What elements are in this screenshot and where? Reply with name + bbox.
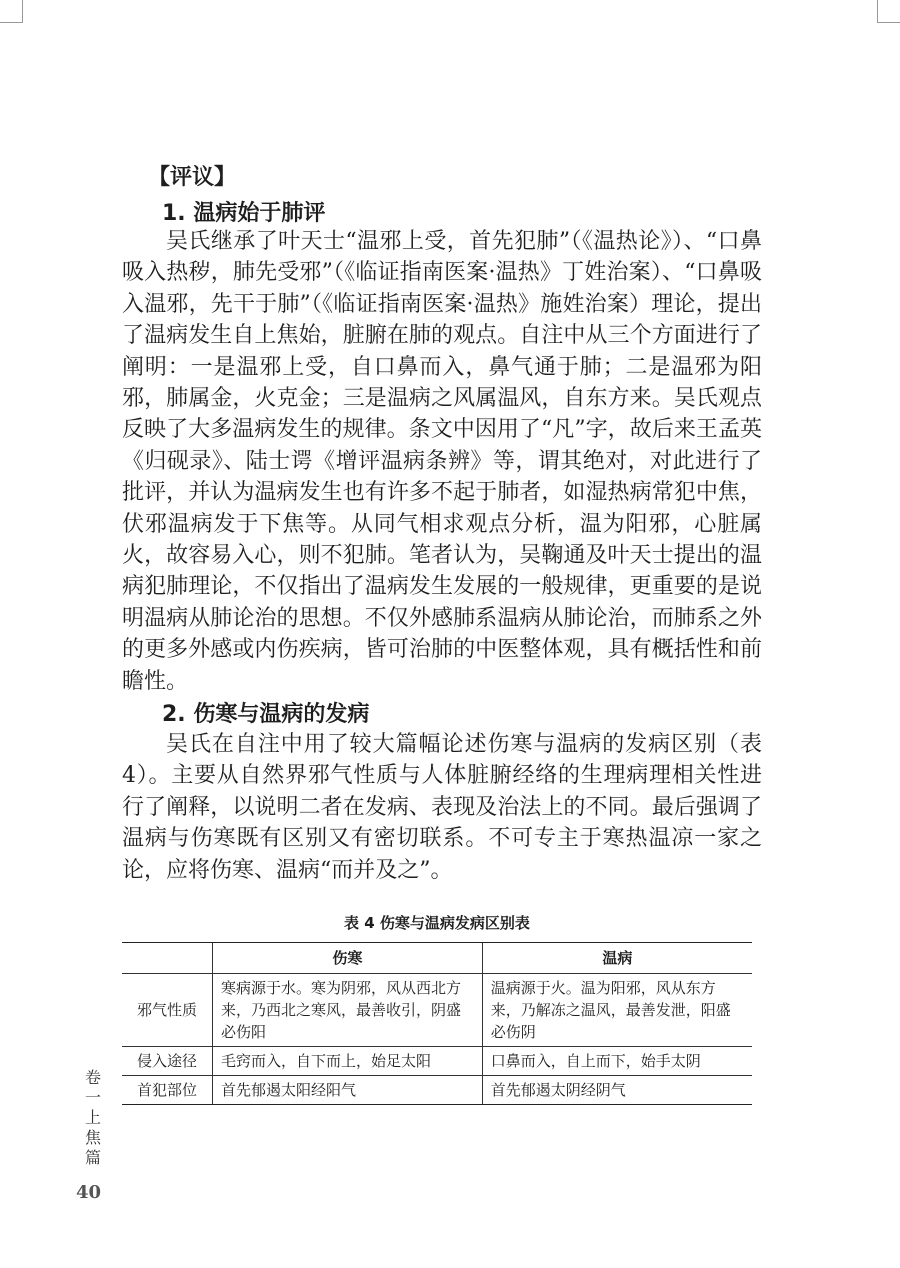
table-row — [122, 974, 752, 1047]
cell-wenbing: 口鼻而入，自上而下，始手太阴 — [482, 1047, 752, 1076]
cell-wenbing: 温病源于火。温为阳邪，风从东方来，乃解冻之温风，最善发泄，阳盛必伤阴 — [482, 974, 752, 1047]
table-row — [122, 1076, 752, 1105]
page-number: 40 — [76, 1182, 102, 1203]
table-row — [122, 1047, 752, 1076]
paragraph-1: 吴氏继承了叶天士“温邪上受，首先犯肺”（《温热论》）、“口鼻吸入热秽，肺先受邪”（《临证指南医案·温热》丁姓治案）、“口鼻吸入温邪，先干于肺”（《临证指南医案·温热》施姓治案）理论，提出了温病发生自上焦始，脏腑在肺的观点。自注中从三个方面进行了阐明：一是温邪上受，自口鼻而入，鼻气通于肺；二是温邪为阳邪，肺属金，火克金；三是温病之风属温风，自东方来。吴氏观点反映了大多温病发生的规律。条文中因用了“凡”字，故后来王孟英《归砚录》、陆士谔《增评温病条辨》等，谓其绝对，对此进行了批评，并认为温病发生也有许多不起于肺者，如湿热病常犯中焦，伏邪温病发于下焦等。从同气相求观点分析，温为阳邪，心脏属火，故容易入心，则不犯肺。笔者认为，吴鞠通及叶天士提出的温病犯肺理论，不仅指出了温病发生发展的一般规律，更重要的是说明温病从肺论治的思想。不仅外感肺系温病从肺论治，而肺系之外的更多外感或内伤疾病，皆可治肺的中医整体观，具有概括性和前瞻性。 — [122, 229, 762, 694]
subheading-1: 1. 温病始于肺评 — [162, 201, 326, 226]
crop-mark-top-left — [0, 0, 23, 23]
row-label: 邪气性质 — [122, 974, 212, 1047]
cell-wenbing: 首先郁遏太阴经阴气 — [482, 1076, 752, 1105]
subheading-2: 2. 伤寒与温病的发病 — [162, 702, 370, 727]
row-label: 首犯部位 — [122, 1076, 212, 1105]
paragraph-2: 吴氏在自注中用了较大篇幅论述伤寒与温病的发病区别（表4）。主要从自然界邪气性质与人体脏腑经络的生理病理相关性进行了阐释，以说明二者在发病、表现及治法上的不同。最后强调了温病与伤寒既有区别又有密切联系。不可专主于寒热温凉一家之论，应将伤寒、温病“而并及之”。 — [122, 732, 762, 883]
cell-shanghan: 毛窍而入，自下而上，始足太阳 — [212, 1047, 482, 1076]
side-volume-label: 卷一 上焦篇 — [84, 1068, 101, 1167]
table-caption: 表 4 伤寒与温病发病区别表 — [344, 914, 530, 932]
crop-mark-top-right — [877, 0, 900, 23]
row-label: 侵入途径 — [122, 1047, 212, 1076]
table-header-shanghan: 伤寒 — [212, 943, 482, 974]
table-header-wenbing: 温病 — [482, 943, 752, 974]
cell-shanghan: 首先郁遏太阳经阳气 — [212, 1076, 482, 1105]
cell-shanghan: 寒病源于水。寒为阴邪，风从西北方来，乃西北之寒风，最善收引，阴盛必伤阳 — [212, 974, 482, 1047]
table-header-empty — [122, 943, 212, 974]
comparison-table — [122, 942, 752, 1105]
table-header-row — [122, 943, 752, 974]
section-heading: 【评议】 — [148, 165, 237, 190]
